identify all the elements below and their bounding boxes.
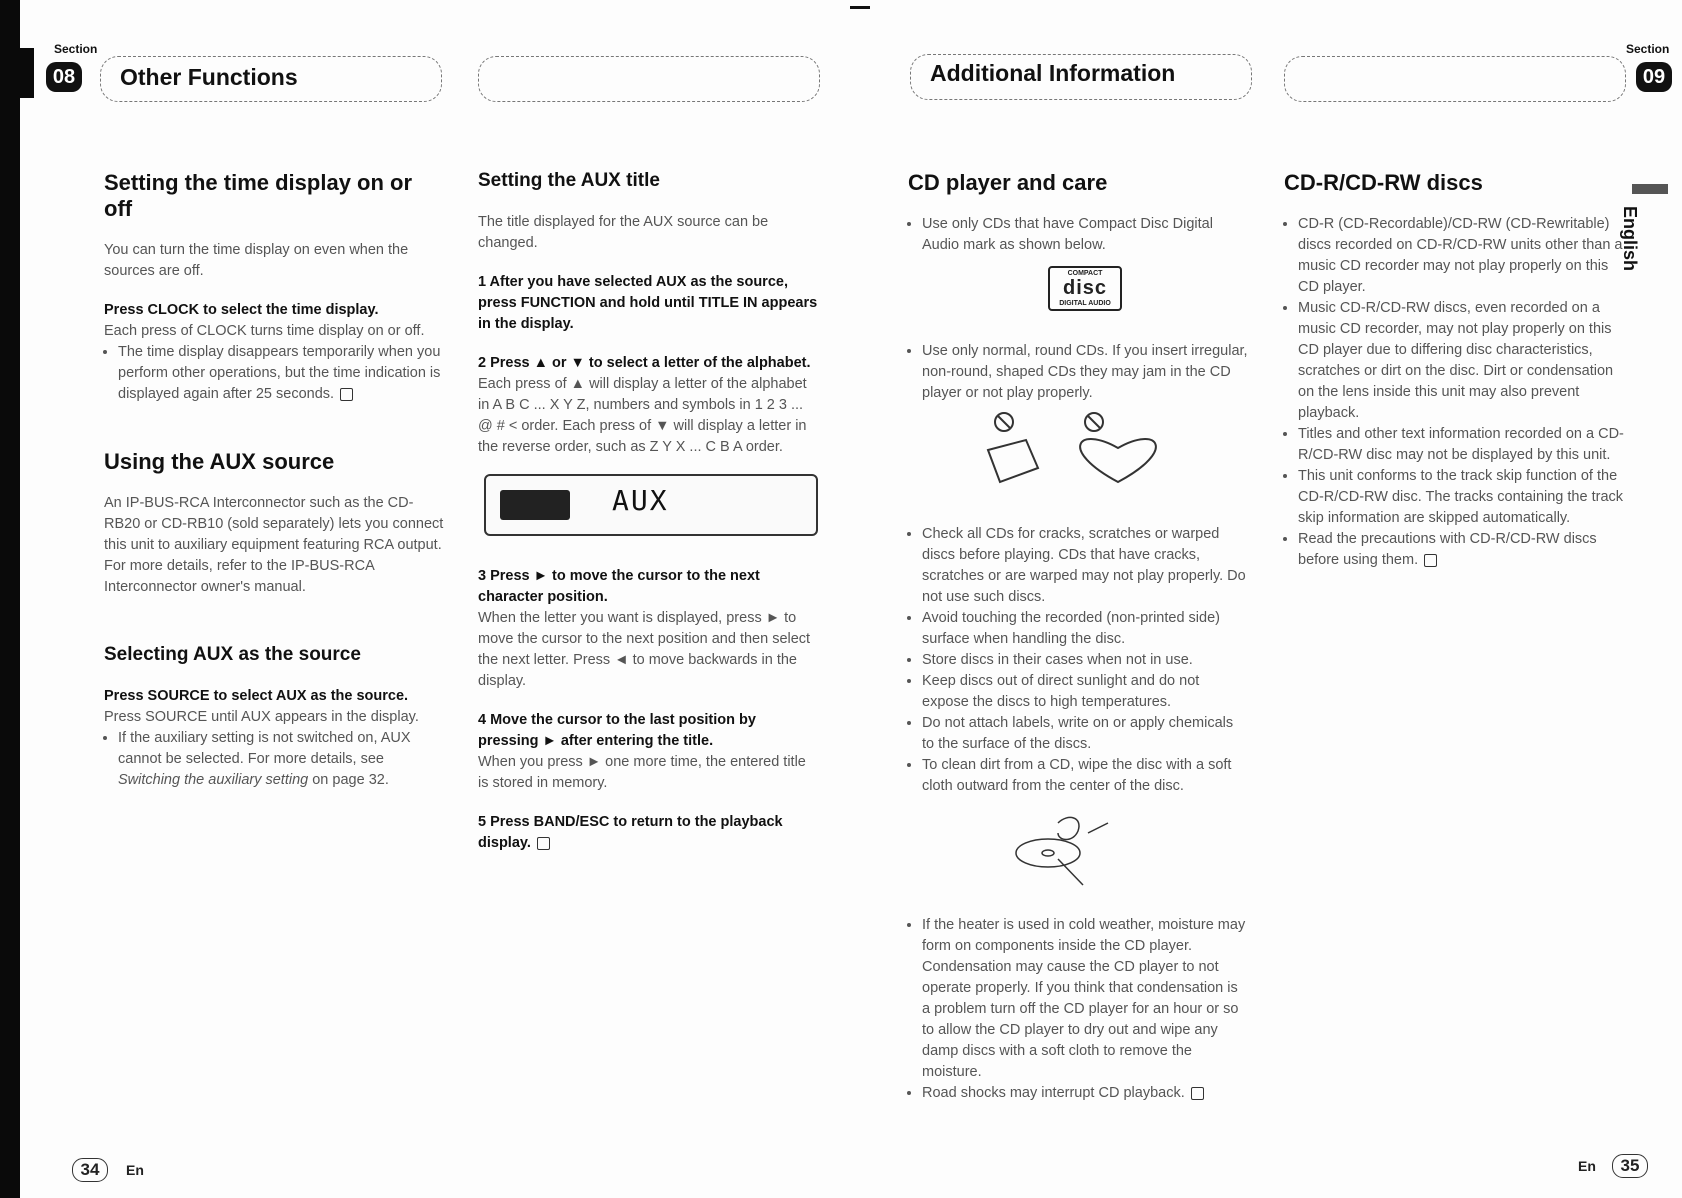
aux-source-heading: Using the AUX source bbox=[104, 449, 335, 474]
cdr-list bbox=[1284, 214, 1624, 571]
wipe-disc-icon bbox=[908, 803, 1248, 893]
column-cd-care bbox=[908, 170, 1248, 1104]
cdr-heading: CD-R/CD-RW discs bbox=[1284, 170, 1483, 195]
left-page-language: En bbox=[126, 1162, 144, 1178]
time-display-step-body: Each press of CLOCK turns time display on or off. bbox=[104, 323, 425, 339]
cd-care-item: • Check all CDs for cracks, scratches or warped discs before playing. CDs that have cracks, scratches or are warped may not play properly. Do not use such discs. bbox=[922, 524, 1248, 608]
prohibited-disc-shapes-icon bbox=[908, 410, 1248, 500]
aux-title-step-4-body: When you press ► one more time, the entered title is stored in memory. bbox=[478, 754, 806, 791]
select-aux-note-text-a: If the auxiliary setting is not switched on, AUX cannot be selected. For more details, see bbox=[118, 730, 411, 767]
aux-title-intro: The title displayed for the AUX source can be changed. bbox=[478, 214, 769, 251]
column-time-and-aux bbox=[104, 170, 444, 791]
select-aux-note-text-b: on page 32. bbox=[308, 772, 389, 788]
cd-care-list bbox=[908, 524, 1248, 797]
column-aux-title bbox=[478, 170, 818, 854]
language-tab-marker bbox=[1632, 184, 1668, 194]
select-aux-notes bbox=[104, 728, 444, 791]
time-display-intro: You can turn the time display on even when the sources are off. bbox=[104, 242, 409, 279]
select-aux-step-body: Press SOURCE until AUX appears in the display. bbox=[104, 709, 419, 725]
aux-title-step-3: 3 Press ► to move the cursor to the next character position. bbox=[478, 568, 760, 605]
language-tab: English bbox=[1620, 206, 1640, 272]
right-header-title: Additional Information bbox=[930, 60, 1176, 86]
aux-title-step-4: 4 Move the cursor to the last position by pressing ► after entering the title. bbox=[478, 712, 756, 749]
disc-cleaning-illustration bbox=[908, 803, 1248, 893]
cd-care-item: • Keep discs out of direct sunlight and do not expose the discs to high temperatures. bbox=[922, 671, 1248, 713]
cd-care-list bbox=[908, 341, 1248, 404]
aux-title-step-3-body: When the letter you want is displayed, press ► to move the cursor to the next position and then select the next letter. Press ◄ to move backwards in the display. bbox=[478, 610, 811, 689]
cd-care-list bbox=[908, 915, 1248, 1104]
cd-care-item: • Use only CDs that have Compact Disc Digital Audio mark as shown below. bbox=[922, 214, 1248, 256]
aux-title-step-5-text: 5 Press BAND/ESC to return to the playback display. bbox=[478, 814, 783, 851]
select-aux-heading: Selecting AUX as the source bbox=[104, 644, 361, 665]
cd-care-item: • To clean dirt from a CD, wipe the disc with a soft cloth outward from the center of the disc. bbox=[922, 755, 1248, 797]
select-aux-step: Press SOURCE to select AUX as the source. bbox=[104, 688, 409, 704]
left-page-number: 34 bbox=[72, 1158, 108, 1182]
end-of-section-icon bbox=[537, 837, 550, 850]
aux-title-step-1: 1 After you have selected AUX as the source, press FUNCTION and hold until TITLE IN appears in the display. bbox=[478, 274, 818, 332]
cd-care-item: • Avoid touching the recorded (non-printed side) surface when handling the disc. bbox=[922, 608, 1248, 650]
select-aux-note-reference: Switching the auxiliary setting bbox=[118, 772, 309, 788]
aux-source-body: An IP-BUS-RCA Interconnector such as the CD-RB20 or CD-RB10 (sold separately) lets you connect this unit to auxiliary equipment featuring RCA output. For more details, refer to the IP-BUS-RCA Interconnector owner's manual. bbox=[104, 495, 444, 595]
select-aux-note bbox=[118, 728, 444, 791]
aux-title-step-2: 2 Press ▲ or ▼ to select a letter of the alphabet. bbox=[478, 355, 811, 371]
right-page-number: 35 bbox=[1612, 1154, 1648, 1178]
cd-care-item-text: Road shocks may interrupt CD playback. bbox=[922, 1085, 1185, 1101]
cdr-item: • CD-R (CD-Recordable)/CD-RW (CD-Rewritable) discs recorded on CD-R/CD-RW units other than a music CD recorder may not play properly on this CD player. bbox=[1298, 214, 1624, 298]
compact-disc-logo-mid: disc bbox=[1062, 277, 1108, 299]
center-crop-mark bbox=[850, 6, 870, 9]
right-section-label: Section bbox=[1626, 42, 1670, 56]
end-of-section-icon bbox=[340, 388, 353, 401]
cdr-item: • Titles and other text information recorded on a CD-R/CD-RW disc may not be displayed by this unit. bbox=[1298, 424, 1624, 466]
right-section-number-badge: 09 bbox=[1636, 62, 1672, 92]
column-cdr-discs bbox=[1284, 170, 1624, 571]
lcd-display-text: AUX bbox=[612, 484, 669, 517]
time-display-notes bbox=[104, 342, 444, 405]
cdr-item: • Music CD-R/CD-RW discs, even recorded on a music CD recorder, may not play properly on this CD player due to differing disc characteristics, scratches or dirt on the disc. Dirt or condensation on the lens inside this unit may also prevent playback. bbox=[1298, 298, 1624, 424]
aux-title-step-5 bbox=[478, 812, 818, 854]
page-spine-notch bbox=[20, 48, 34, 98]
lcd-indicator-block bbox=[500, 490, 570, 520]
left-header-empty-box bbox=[478, 56, 820, 102]
left-header-title: Other Functions bbox=[120, 64, 298, 90]
end-of-section-icon bbox=[1191, 1087, 1204, 1100]
cd-care-item bbox=[922, 1083, 1248, 1104]
cdr-item: • This unit conforms to the track skip function of the CD-R/CD-RW disc. The tracks containing the track skip information are skipped automatically. bbox=[1298, 466, 1624, 529]
time-display-note bbox=[118, 342, 444, 405]
left-section-label: Section bbox=[54, 42, 98, 56]
right-page-language: En bbox=[1578, 1158, 1596, 1174]
cd-care-item: • Use only normal, round CDs. If you insert irregular, non-round, shaped CDs they may jam in the CD player or not play properly. bbox=[922, 341, 1248, 404]
cd-care-item: • Do not attach labels, write on or apply chemicals to the surface of the discs. bbox=[922, 713, 1248, 755]
compact-disc-logo bbox=[1048, 266, 1122, 311]
aux-title-step-2-body: Each press of ▲ will display a letter of the alphabet in A B C ... X Y Z, numbers and symbols in 1 2 3 ... @ # < order. Each press of ▼ will display a letter in the reverse order, such as Z Y X ... C B A order. bbox=[478, 376, 807, 455]
cdr-item bbox=[1298, 529, 1624, 571]
cd-care-heading: CD player and care bbox=[908, 170, 1108, 195]
time-display-heading: Setting the time display on or off bbox=[104, 170, 413, 221]
end-of-section-icon bbox=[1424, 554, 1437, 567]
lcd-display-illustration bbox=[484, 474, 818, 536]
page-spine-bar bbox=[0, 0, 20, 1198]
irregular-disc-illustration bbox=[908, 410, 1248, 500]
cd-care-list bbox=[908, 214, 1248, 256]
time-display-note-text: The time display disappears temporarily when you perform other operations, but the time indication is displayed again after 25 seconds. bbox=[118, 344, 441, 402]
cd-care-item: • Store discs in their cases when not in use. bbox=[922, 650, 1248, 671]
cdr-item-text: Read the precautions with CD-R/CD-RW discs before using them. bbox=[1298, 531, 1597, 568]
aux-title-heading: Setting the AUX title bbox=[478, 170, 660, 191]
compact-disc-logo-bottom: DIGITAL AUDIO bbox=[1059, 300, 1111, 307]
compact-disc-logo-top: COMPACT bbox=[1067, 270, 1103, 277]
right-header-empty-box bbox=[1284, 56, 1626, 102]
cd-care-item: • If the heater is used in cold weather, moisture may form on components inside the CD player. Condensation may cause the CD player to not operate properly. If you think that condensation is a problem turn off the CD player for an hour or so to allow the CD player to dry out and wipe any damp discs with a soft cloth to remove the moisture. bbox=[922, 915, 1248, 1083]
time-display-step: Press CLOCK to select the time display. bbox=[104, 302, 379, 318]
left-section-number-badge: 08 bbox=[46, 62, 82, 92]
